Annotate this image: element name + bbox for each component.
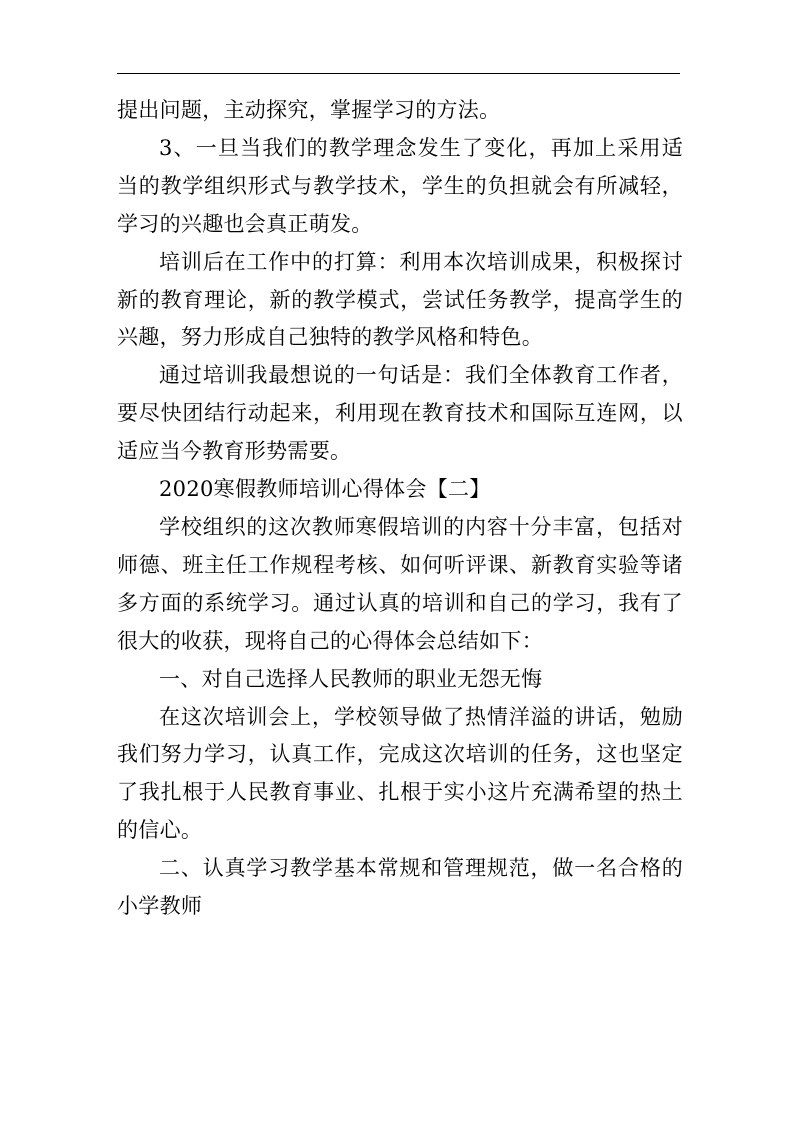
- section-title: 2020寒假教师培训心得体会【二】: [159, 477, 491, 502]
- paragraph-point-3: 3、一旦当我们的教学理念发生了变化，再加上采用适当的教学组织形式与教学技术，学生的负担就会有所减轻，学习的兴趣也会真正萌发。: [117, 135, 683, 236]
- document-body: [117, 92, 683, 926]
- paragraph-work-plan: 培训后在工作中的打算：利用本次培训成果，积极探讨新的教育理论，新的教学模式，尝试任务教学，提高学生的兴趣，努力形成自己独特的教学风格和特色。: [117, 249, 683, 350]
- subheading-one: 一、对自己选择人民教师的职业无怨无悔: [159, 666, 543, 691]
- paragraph-continuation: 提出问题，主动探究，掌握学习的方法。: [117, 98, 501, 122]
- subheading-two: 二、认真学习教学基本常规和管理规范，做一名合格的小学教师: [117, 856, 683, 919]
- header-divider: [117, 73, 680, 74]
- paragraph-training-meeting: 在这次培训会上，学校领导做了热情洋溢的讲话，勉励我们努力学习，认真工作，完成这次培训的任务，这也坚定了我扎根于人民教育事业、扎根于实小这片充满希望的热土的信心。: [117, 704, 683, 843]
- paragraph-key-message: 通过培训我最想说的一句话是：我们全体教育工作者，要尽快团结行动起来，利用现在教育技术和国际互连网，以适应当今教育形势需要。: [117, 363, 683, 464]
- paragraph-intro: 学校组织的这次教师寒假培训的内容十分丰富，包括对师德、班主任工作规程考核、如何听评课、新教育实验等诸多方面的系统学习。通过认真的培训和自己的学习，我有了很大的收获，现将自己的心得体会总结如下：: [117, 514, 683, 653]
